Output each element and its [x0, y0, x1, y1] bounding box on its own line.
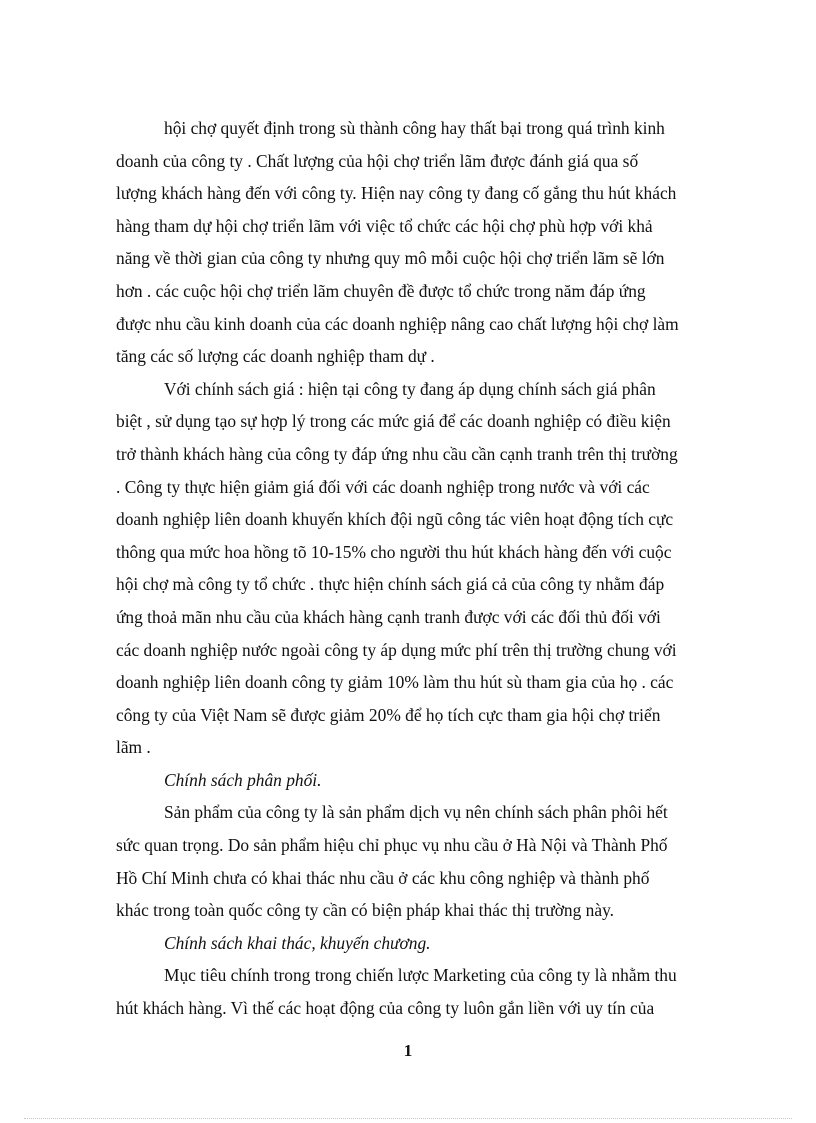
- text-line: các doanh nghiệp nước ngoài công ty áp dụng mức phí trên thị trường chung với: [116, 639, 677, 660]
- text-line: biệt , sử dụng tạo sự hợp lý trong các mức giá để các doanh nghiệp có điều kiện: [116, 411, 671, 432]
- paragraph-distribution: [116, 796, 738, 926]
- text-line: doanh của công ty . Chất lượng của hội chợ triển lãm được đánh giá qua số: [116, 150, 639, 171]
- text-line: trở thành khách hàng của công ty đáp ứng nhu cầu cần cạnh tranh trên thị trường: [116, 443, 678, 464]
- page-bottom-divider: [24, 1118, 792, 1119]
- text-line: Với chính sách giá : hiện tại công ty đang áp dụng chính sách giá phân: [164, 378, 656, 399]
- text-line: hơn . các cuộc hội chợ triển lãm chuyên đề được tổ chức trong năm đáp ứng: [116, 280, 646, 301]
- text-line: hội chợ mà công ty tổ chức . thực hiện chính sách giá cả của công ty nhằm đáp: [116, 574, 665, 595]
- text-line: khác trong toàn quốc công ty cần có biện pháp khai thác thị trường này.: [116, 900, 615, 921]
- heading-promotion-policy: Chính sách khai thác, khuyến chương.: [164, 932, 431, 953]
- text-line: Mục tiêu chính trong trong chiến lược Marketing của công ty là nhằm thu: [164, 965, 677, 986]
- text-line: doanh nghiệp liên doanh công ty giảm 10% làm thu hút sù tham gia của họ . các: [116, 672, 674, 693]
- text-line: . Công ty thực hiện giảm giá đối với các doanh nghiệp trong nước và với các: [116, 476, 650, 497]
- text-line: được nhu cầu kinh doanh của các doanh nghiệp nâng cao chất lượng hội chợ làm: [116, 313, 679, 334]
- text-line: sức quan trọng. Do sản phẩm hiệu chỉ phục vụ nhu cầu ở Hà Nội và Thành Phố: [116, 835, 668, 856]
- text-line: tăng các số lượng các doanh nghiệp tham dự .: [116, 346, 435, 367]
- text-line: hút khách hàng. Vì thế các hoạt động của công ty luôn gắn liền với uy tín của: [116, 998, 655, 1019]
- text-line: hội chợ quyết định trong sù thành công hay thất bại trong quá trình kinh: [164, 118, 665, 138]
- text-line: hàng tham dự hội chợ triển lãm với việc tổ chức các hội chợ phù hợp với khả: [116, 215, 653, 236]
- paragraph-pricing-policy: [116, 373, 738, 764]
- text-line: công ty của Việt Nam sẽ được giảm 20% để họ tích cực tham gia hội chợ triển: [116, 704, 661, 725]
- text-line: năng về thời gian của công ty nhưng quy mô mỗi cuộc hội chợ triển lãm sẽ lớn: [116, 248, 665, 269]
- heading-distribution-policy: Chính sách phân phối.: [164, 769, 322, 790]
- text-line: doanh nghiệp liên doanh khuyến khích đội ngũ công tác viên hoạt động tích cực: [116, 509, 674, 530]
- paragraph-marketing-objective: [116, 959, 738, 1024]
- text-line: Hồ Chí Minh chưa có khai thác nhu cầu ở các khu công nghiệp và thành phố: [116, 867, 650, 888]
- text-line: lãm .: [116, 737, 151, 758]
- text-line: thông qua mức hoa hồng tõ 10-15% cho người thu hút khách hàng đến với cuộc: [116, 541, 672, 562]
- text-line: Sản phẩm của công ty là sản phẩm dịch vụ nên chính sách phân phôi hết: [164, 802, 668, 823]
- text-line: ứng thoả mãn nhu cầu của khách hàng cạnh tranh được với các đối thủ đối với: [116, 606, 661, 627]
- page-number: 1: [403, 1041, 413, 1060]
- paragraph-trade-fair-quality: [116, 112, 738, 373]
- page-body: [116, 112, 738, 1025]
- text-line: lượng khách hàng đến với công ty. Hiện nay công ty đang cố gắng thu hút khách: [116, 183, 677, 204]
